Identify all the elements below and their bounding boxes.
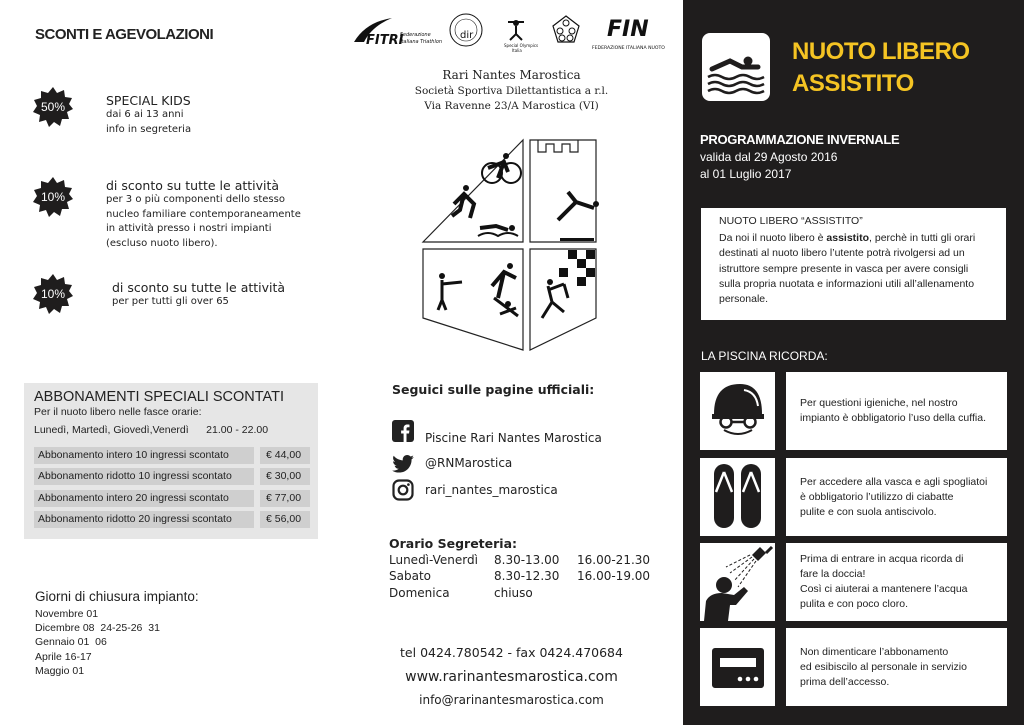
subscription-name: Abbonamento ridotto 10 ingressi scontato xyxy=(34,468,254,485)
reminder-text: Per questioni igieniche, nel nostro impianto è obbligatorio l’uso della cuffia. xyxy=(800,397,987,424)
programme-title: PROGRAMMAZIONE INVERNALE xyxy=(700,132,900,147)
club-address xyxy=(340,68,683,112)
office-hours-row xyxy=(389,569,650,585)
social-label[interactable]: @RNMarostica xyxy=(425,456,513,470)
special-olympics-text: Special Olympics xyxy=(504,43,539,48)
title-line-1: NUOTO LIBERO xyxy=(788,38,974,65)
closing-day: Dicembre 08 24-25-26 31 xyxy=(35,622,160,635)
subscription-price: € 44,00 xyxy=(260,447,310,464)
facebook-icon xyxy=(392,420,414,442)
reminders-heading: LA PISCINA RICORDA: xyxy=(701,349,828,363)
sdir-logo xyxy=(450,14,482,46)
office-morning: 8.30-13.00 xyxy=(494,553,560,567)
closing-days-title: Giorni di chiusura impianto: xyxy=(35,589,199,604)
subscription-price: € 30,00 xyxy=(260,468,310,485)
fin-logo-text: FIN xyxy=(607,17,649,42)
closing-day: Aprile 16-17 xyxy=(35,650,92,663)
discounts-heading: SCONTI E AGEVOLAZIONI xyxy=(35,26,214,43)
reminder-icon-tile xyxy=(700,372,775,450)
discount-detail: info in segreteria xyxy=(106,123,192,135)
office-day: Domenica xyxy=(389,586,450,600)
phone-fax: tel 0424.780542 - fax 0424.470684 xyxy=(400,645,623,660)
subscriptions-title: ABBONAMENTI SPECIALI SCONTATI xyxy=(34,389,285,405)
fitri-logo-sub2: Italiana Triathlon xyxy=(400,39,443,45)
reminder-text-tile xyxy=(786,372,1007,450)
reminder-text: Non dimenticare l’abbonamento ed esibiscilo al personale in servizio prima dell’accesso. xyxy=(800,645,967,688)
discount-detail: per per tutti gli over 65 xyxy=(112,296,229,307)
discount-title: di sconto su tutte le attività xyxy=(106,178,280,193)
discount-item-over65 xyxy=(112,280,285,310)
discount-item-kids xyxy=(106,93,191,137)
office-afternoon: 16.00-21.30 xyxy=(577,553,651,567)
reminder-text: Per accedere alla vasca e agli spogliatoi è obbligatorio l’utilizzo di ciabatte pulite e con suola antiscivolo. xyxy=(800,475,988,518)
right-panel xyxy=(683,0,1024,725)
fitri-logo-text: FITRI xyxy=(366,33,404,48)
valid-to: al 01 Luglio 2017 xyxy=(700,167,792,181)
subscription-name: Abbonamento intero 10 ingressi scontato xyxy=(34,447,254,464)
subscription-name: Abbonamento ridotto 20 ingressi scontato xyxy=(34,511,254,528)
reminder-text: Prima di entrare in acqua ricorda di fare la doccia! Così ci aiuterai a mantenere l’acqua pulita e con poco cloro. xyxy=(800,553,968,610)
info-title: NUOTO LIBERO “ASSISTITO” xyxy=(719,215,863,227)
discount-detail: (escluso nuoto libero). xyxy=(106,237,218,249)
email-link[interactable]: info@rarinantesmarostica.com xyxy=(419,693,604,707)
shower-icon xyxy=(700,543,775,621)
discount-badge-10-over65: 10% xyxy=(33,274,73,314)
reminder-text-tile xyxy=(786,628,1007,706)
follow-heading: Seguici sulle pagine ufficiali: xyxy=(392,382,595,397)
subscriptions-hours: Lunedì, Martedì, Giovedì,Venerdì 21.00 - 22.00 xyxy=(34,424,269,436)
swimming-logo xyxy=(702,33,770,101)
sdir-logo-text: dir xyxy=(460,30,474,41)
fitri-logo-sub1: Federazione xyxy=(400,32,431,38)
reminder-icon-tile xyxy=(700,458,775,536)
club-company: Società Sportiva Dilettantistica a r.l. xyxy=(414,85,609,97)
assisted-swim-info xyxy=(701,208,1006,320)
swim-cap-icon xyxy=(700,372,775,450)
instagram-icon xyxy=(392,479,414,501)
middle-panel xyxy=(340,0,683,725)
swimmer-icon xyxy=(702,33,770,101)
federation-logos xyxy=(352,12,677,52)
flip-flops-icon xyxy=(700,458,775,536)
subscription-price: € 77,00 xyxy=(260,490,310,507)
club-crest xyxy=(418,138,604,356)
office-hours xyxy=(389,536,650,602)
discount-badge-50: 50% xyxy=(33,87,73,127)
logos-strip xyxy=(352,12,677,52)
special-olympics-sub: Italia xyxy=(512,48,522,52)
office-hours-row xyxy=(389,553,650,569)
office-hours-table xyxy=(389,553,650,602)
discount-item-family xyxy=(106,178,301,251)
closing-day: Maggio 01 xyxy=(35,664,85,677)
title-line-2: ASSISTITO xyxy=(788,70,918,97)
subscription-row xyxy=(34,490,310,508)
website-link[interactable]: www.rarinantesmarostica.com xyxy=(405,669,618,685)
reminder-icon-tile xyxy=(700,628,775,706)
flowers-logo xyxy=(553,16,579,42)
subscriptions-subtitle: Per il nuoto libero nelle fasce orarie: xyxy=(34,406,202,418)
fin-logo xyxy=(592,17,665,51)
subscription-row xyxy=(34,511,310,529)
closing-days xyxy=(35,589,199,678)
programme-info xyxy=(700,131,899,183)
subscription-name: Abbonamento intero 20 ingressi scontato xyxy=(34,490,254,507)
closing-day: Novembre 01 xyxy=(35,608,99,620)
left-panel xyxy=(0,0,340,725)
social-label[interactable]: rari_nantes_marostica xyxy=(425,483,558,497)
discount-title: di sconto su tutte le attività xyxy=(112,280,286,295)
special-subscriptions-box xyxy=(24,383,318,539)
fin-logo-sub: FEDERAZIONE ITALIANA NUOTO xyxy=(592,46,665,51)
office-hours-title: Orario Segreteria: xyxy=(389,536,518,551)
special-olympics-logo xyxy=(504,20,538,52)
valid-from: valida dal 29 Agosto 2016 xyxy=(700,150,838,164)
fitri-logo xyxy=(354,18,442,48)
subscription-price: € 56,00 xyxy=(260,511,310,528)
office-day: Sabato xyxy=(389,568,431,583)
club-name: Rari Nantes Marostica xyxy=(442,68,581,82)
closing-day: Gennaio 01 06 xyxy=(35,636,107,649)
club-street: Via Ravenne 23/A Marostica (VI) xyxy=(424,100,599,112)
office-hours-row xyxy=(389,584,650,602)
subscription-row xyxy=(34,447,310,465)
discount-detail: nucleo familiare contemporaneamente xyxy=(106,208,301,220)
office-afternoon: 16.00-19.00 xyxy=(577,568,651,583)
membership-card-icon xyxy=(700,628,775,706)
discount-title: SPECIAL KIDS xyxy=(106,93,191,108)
reminder-text-tile xyxy=(786,543,1007,621)
reminder-text-tile xyxy=(786,458,1007,536)
discount-detail: in attività presso i nostri impianti xyxy=(106,223,272,234)
office-morning: 8.30-12.30 xyxy=(494,568,560,583)
twitter-icon xyxy=(392,455,414,473)
discount-badge-10-family: 10% xyxy=(33,177,73,217)
reminder-icon-tile xyxy=(700,543,775,621)
office-morning: chiuso xyxy=(494,586,533,600)
office-afternoon xyxy=(577,584,650,602)
office-day: Lunedì-Venerdì xyxy=(389,553,478,567)
subscription-row xyxy=(34,468,310,486)
social-label[interactable]: Piscine Rari Nantes Marostica xyxy=(425,431,602,445)
discount-detail: dai 6 ai 13 anni xyxy=(106,109,184,120)
info-body: Da noi il nuoto libero è assistito, perchè in tutti gli orari destinati al nuoto libero l’utente potrà rivolgersi ad un istruttore sempre presente in vasca per avere consigli sulla propria nuotata e informazioni utili all’allenamento personale. xyxy=(719,232,976,306)
discount-detail: per 3 o più componenti dello stesso xyxy=(106,194,285,205)
